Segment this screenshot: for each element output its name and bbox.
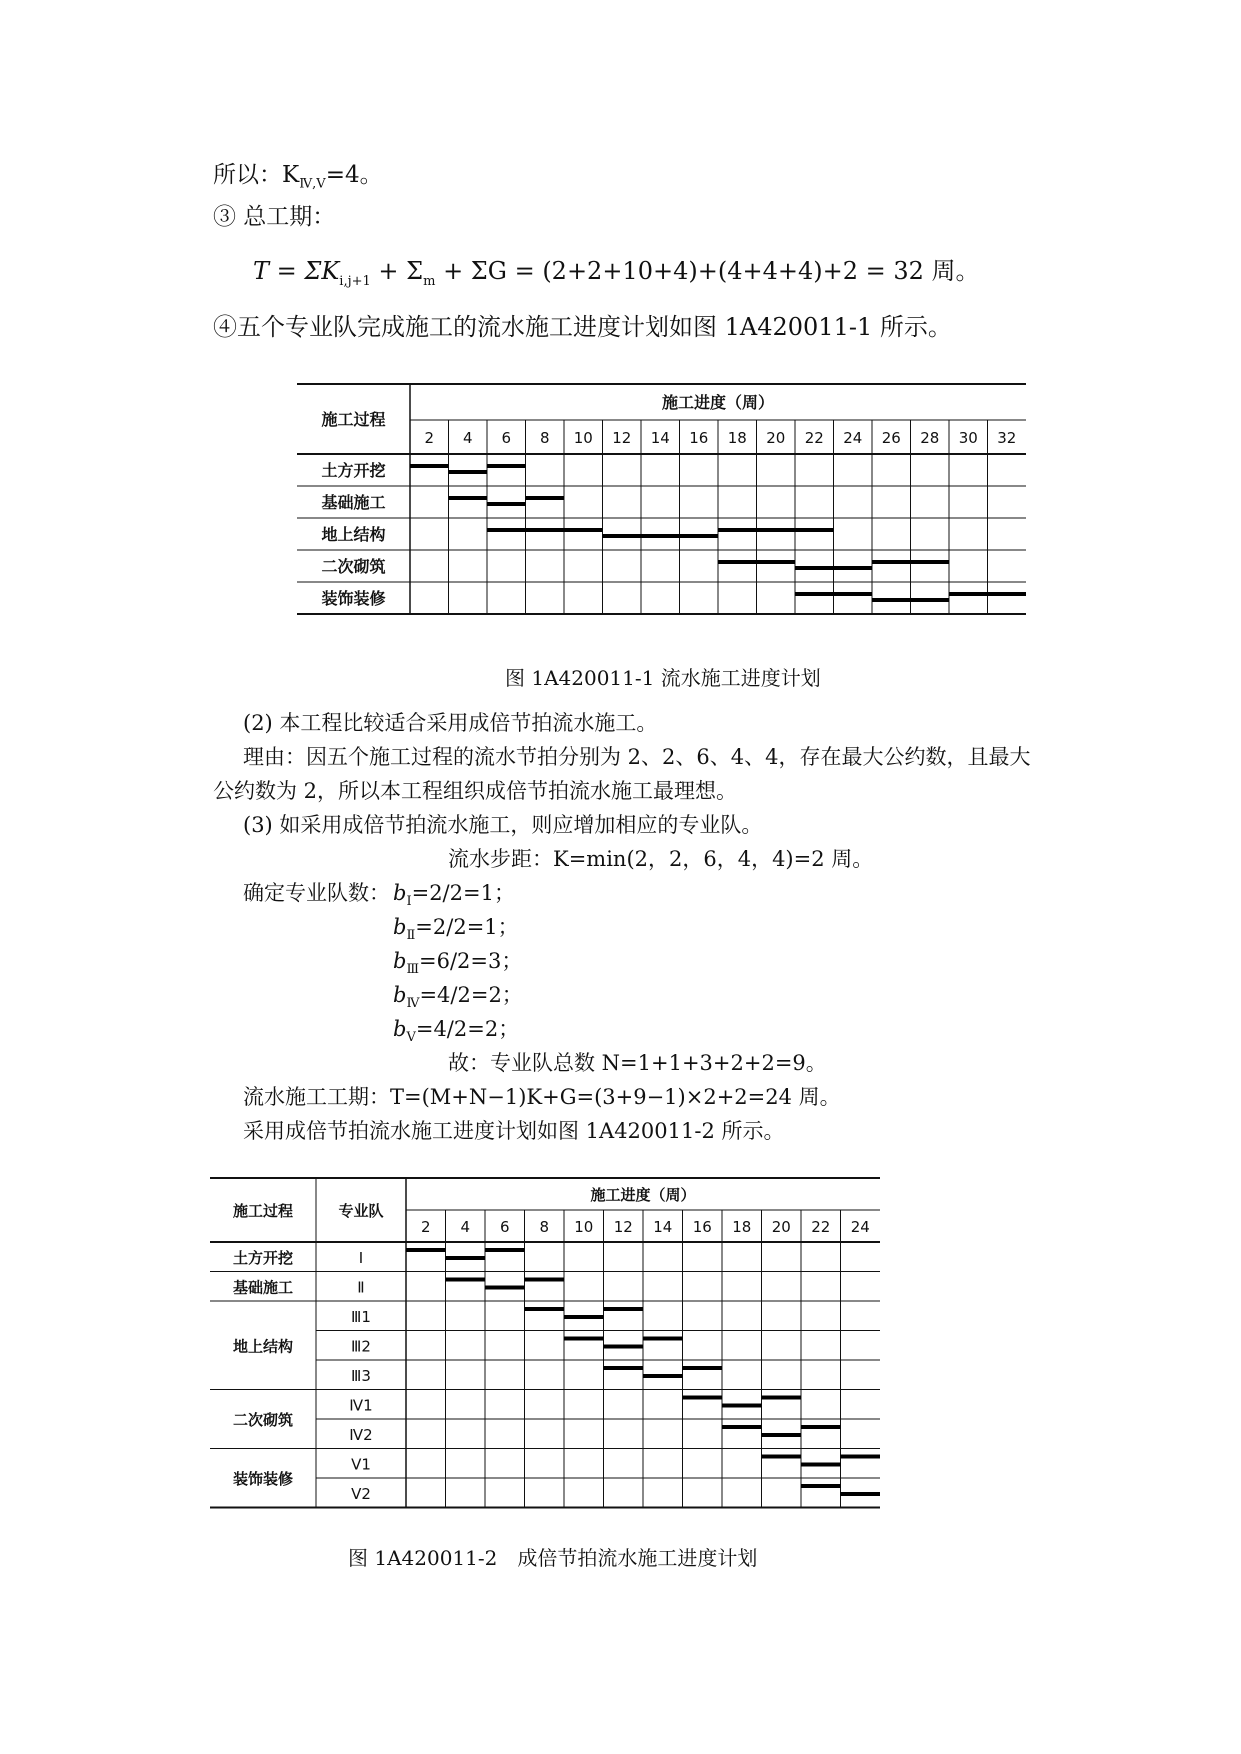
week-label: 2 — [424, 429, 435, 447]
week-label: 18 — [732, 1218, 752, 1236]
schedule-table-1 — [295, 382, 1030, 622]
caption-figure-2: 图 1A420011-2 成倍节拍流水施工进度计划 — [348, 1546, 758, 1570]
col-header: 施工过程 — [321, 410, 386, 429]
team-count-line: $b_Ⅳ=4/2=2$； — [393, 983, 523, 1012]
week-label: 24 — [843, 429, 863, 447]
text-plan-intro: ④五个专业队完成施工的流水施工进度计划如图 1A420011-1 所示。 — [213, 313, 952, 341]
team-header: 专业队 — [338, 1202, 384, 1220]
text-part-2: (2) 本工程比较适合采用成倍节拍流水施工。 — [243, 711, 658, 735]
text-team-total: 故：专业队总数 N=1+1+3+2+2=9。 — [448, 1051, 827, 1075]
week-label: 22 — [811, 1218, 831, 1236]
text-so-k: 所以：$K_{Ⅳ,Ⅴ}=4$。 — [213, 162, 383, 192]
text-duration: 流水施工工期：T=(M+N−1)K+G=(3+9−1)×2+2=24 周。 — [243, 1085, 841, 1109]
text-plan-2: 采用成倍节拍流水施工进度计划如图 1A420011-2 所示。 — [243, 1119, 785, 1143]
week-label: 30 — [958, 429, 978, 447]
process-label: 装饰装修 — [232, 1470, 294, 1488]
team-count-line: $b_Ⅲ=6/2=3$； — [393, 949, 523, 978]
team-label: Ⅴ2 — [351, 1485, 371, 1503]
week-label: 8 — [539, 1218, 550, 1236]
process-label: 地上结构 — [321, 525, 386, 544]
team-label: Ⅳ2 — [349, 1426, 373, 1444]
text-teams-label: 确定专业队数： — [243, 881, 390, 905]
text-part-3: (3) 如采用成倍节拍流水施工，则应增加相应的专业队。 — [243, 813, 763, 837]
week-label: 16 — [689, 429, 709, 447]
formula-total-duration: $T = \Sigma K_{i,j+1} + \Sigma_m + \Sigma G = (2+2+10+4)+(4+4+4)+2 = 32$ 周。 — [253, 257, 980, 289]
week-label: 18 — [727, 429, 747, 447]
process-label: 装饰装修 — [321, 589, 386, 608]
schedule-table-2 — [208, 1176, 888, 1516]
progress-header: 施工进度（周） — [661, 393, 775, 412]
process-label: 基础施工 — [232, 1278, 294, 1297]
week-label: 4 — [460, 1218, 471, 1236]
caption-figure-1: 图 1A420011-1 流水施工进度计划 — [505, 666, 821, 690]
team-label: Ⅱ — [357, 1278, 365, 1297]
week-label: 24 — [850, 1218, 870, 1236]
week-label: 8 — [539, 429, 550, 447]
week-label: 4 — [462, 429, 473, 447]
text-total-duration-label: ③ 总工期： — [213, 204, 336, 230]
team-label: Ⅲ1 — [351, 1308, 371, 1326]
week-label: 12 — [613, 1218, 633, 1236]
text-reason-2: 公约数为 2，所以本工程组织成倍节拍流水施工最理想。 — [213, 779, 738, 803]
progress-header: 施工进度（周） — [590, 1186, 696, 1204]
week-label: 10 — [573, 429, 593, 447]
process-label: 二次砌筑 — [321, 557, 386, 576]
text-step: 流水步距：K=min(2，2，6，4，4)=2 周。 — [448, 847, 874, 871]
process-label: 基础施工 — [321, 493, 386, 512]
week-label: 28 — [920, 429, 940, 447]
week-label: 20 — [771, 1218, 791, 1236]
week-label: 6 — [501, 429, 512, 447]
week-label: 22 — [804, 429, 824, 447]
week-label: 6 — [499, 1218, 510, 1236]
process-label: 土方开挖 — [321, 461, 386, 480]
week-label: 10 — [574, 1218, 594, 1236]
team-count-line: $b_Ⅰ=2/2=1$； — [393, 881, 515, 910]
team-label: Ⅳ1 — [349, 1396, 373, 1415]
week-label: 20 — [766, 429, 786, 447]
team-count-line: $b_Ⅴ=4/2=2$； — [393, 1017, 520, 1046]
team-label: Ⅰ — [358, 1249, 364, 1267]
text-reason-1: 理由：因五个施工过程的流水节拍分别为 2、2、6、4、4，存在最大公约数，且最大 — [243, 745, 1031, 769]
process-label: 土方开挖 — [232, 1248, 294, 1267]
team-label: Ⅴ1 — [351, 1455, 371, 1474]
team-label: Ⅲ3 — [351, 1367, 371, 1385]
week-label: 2 — [420, 1218, 431, 1236]
week-label: 14 — [653, 1218, 673, 1236]
week-label: 32 — [997, 429, 1017, 447]
week-label: 12 — [612, 429, 632, 447]
team-label: Ⅲ2 — [351, 1337, 371, 1356]
team-count-line: $b_Ⅱ=2/2=1$； — [393, 915, 519, 944]
week-label: 16 — [692, 1218, 712, 1236]
col-header: 施工过程 — [232, 1202, 294, 1220]
week-label: 26 — [881, 429, 901, 447]
process-label: 地上结构 — [232, 1337, 294, 1356]
week-label: 14 — [650, 429, 670, 447]
process-label: 二次砌筑 — [232, 1411, 294, 1429]
